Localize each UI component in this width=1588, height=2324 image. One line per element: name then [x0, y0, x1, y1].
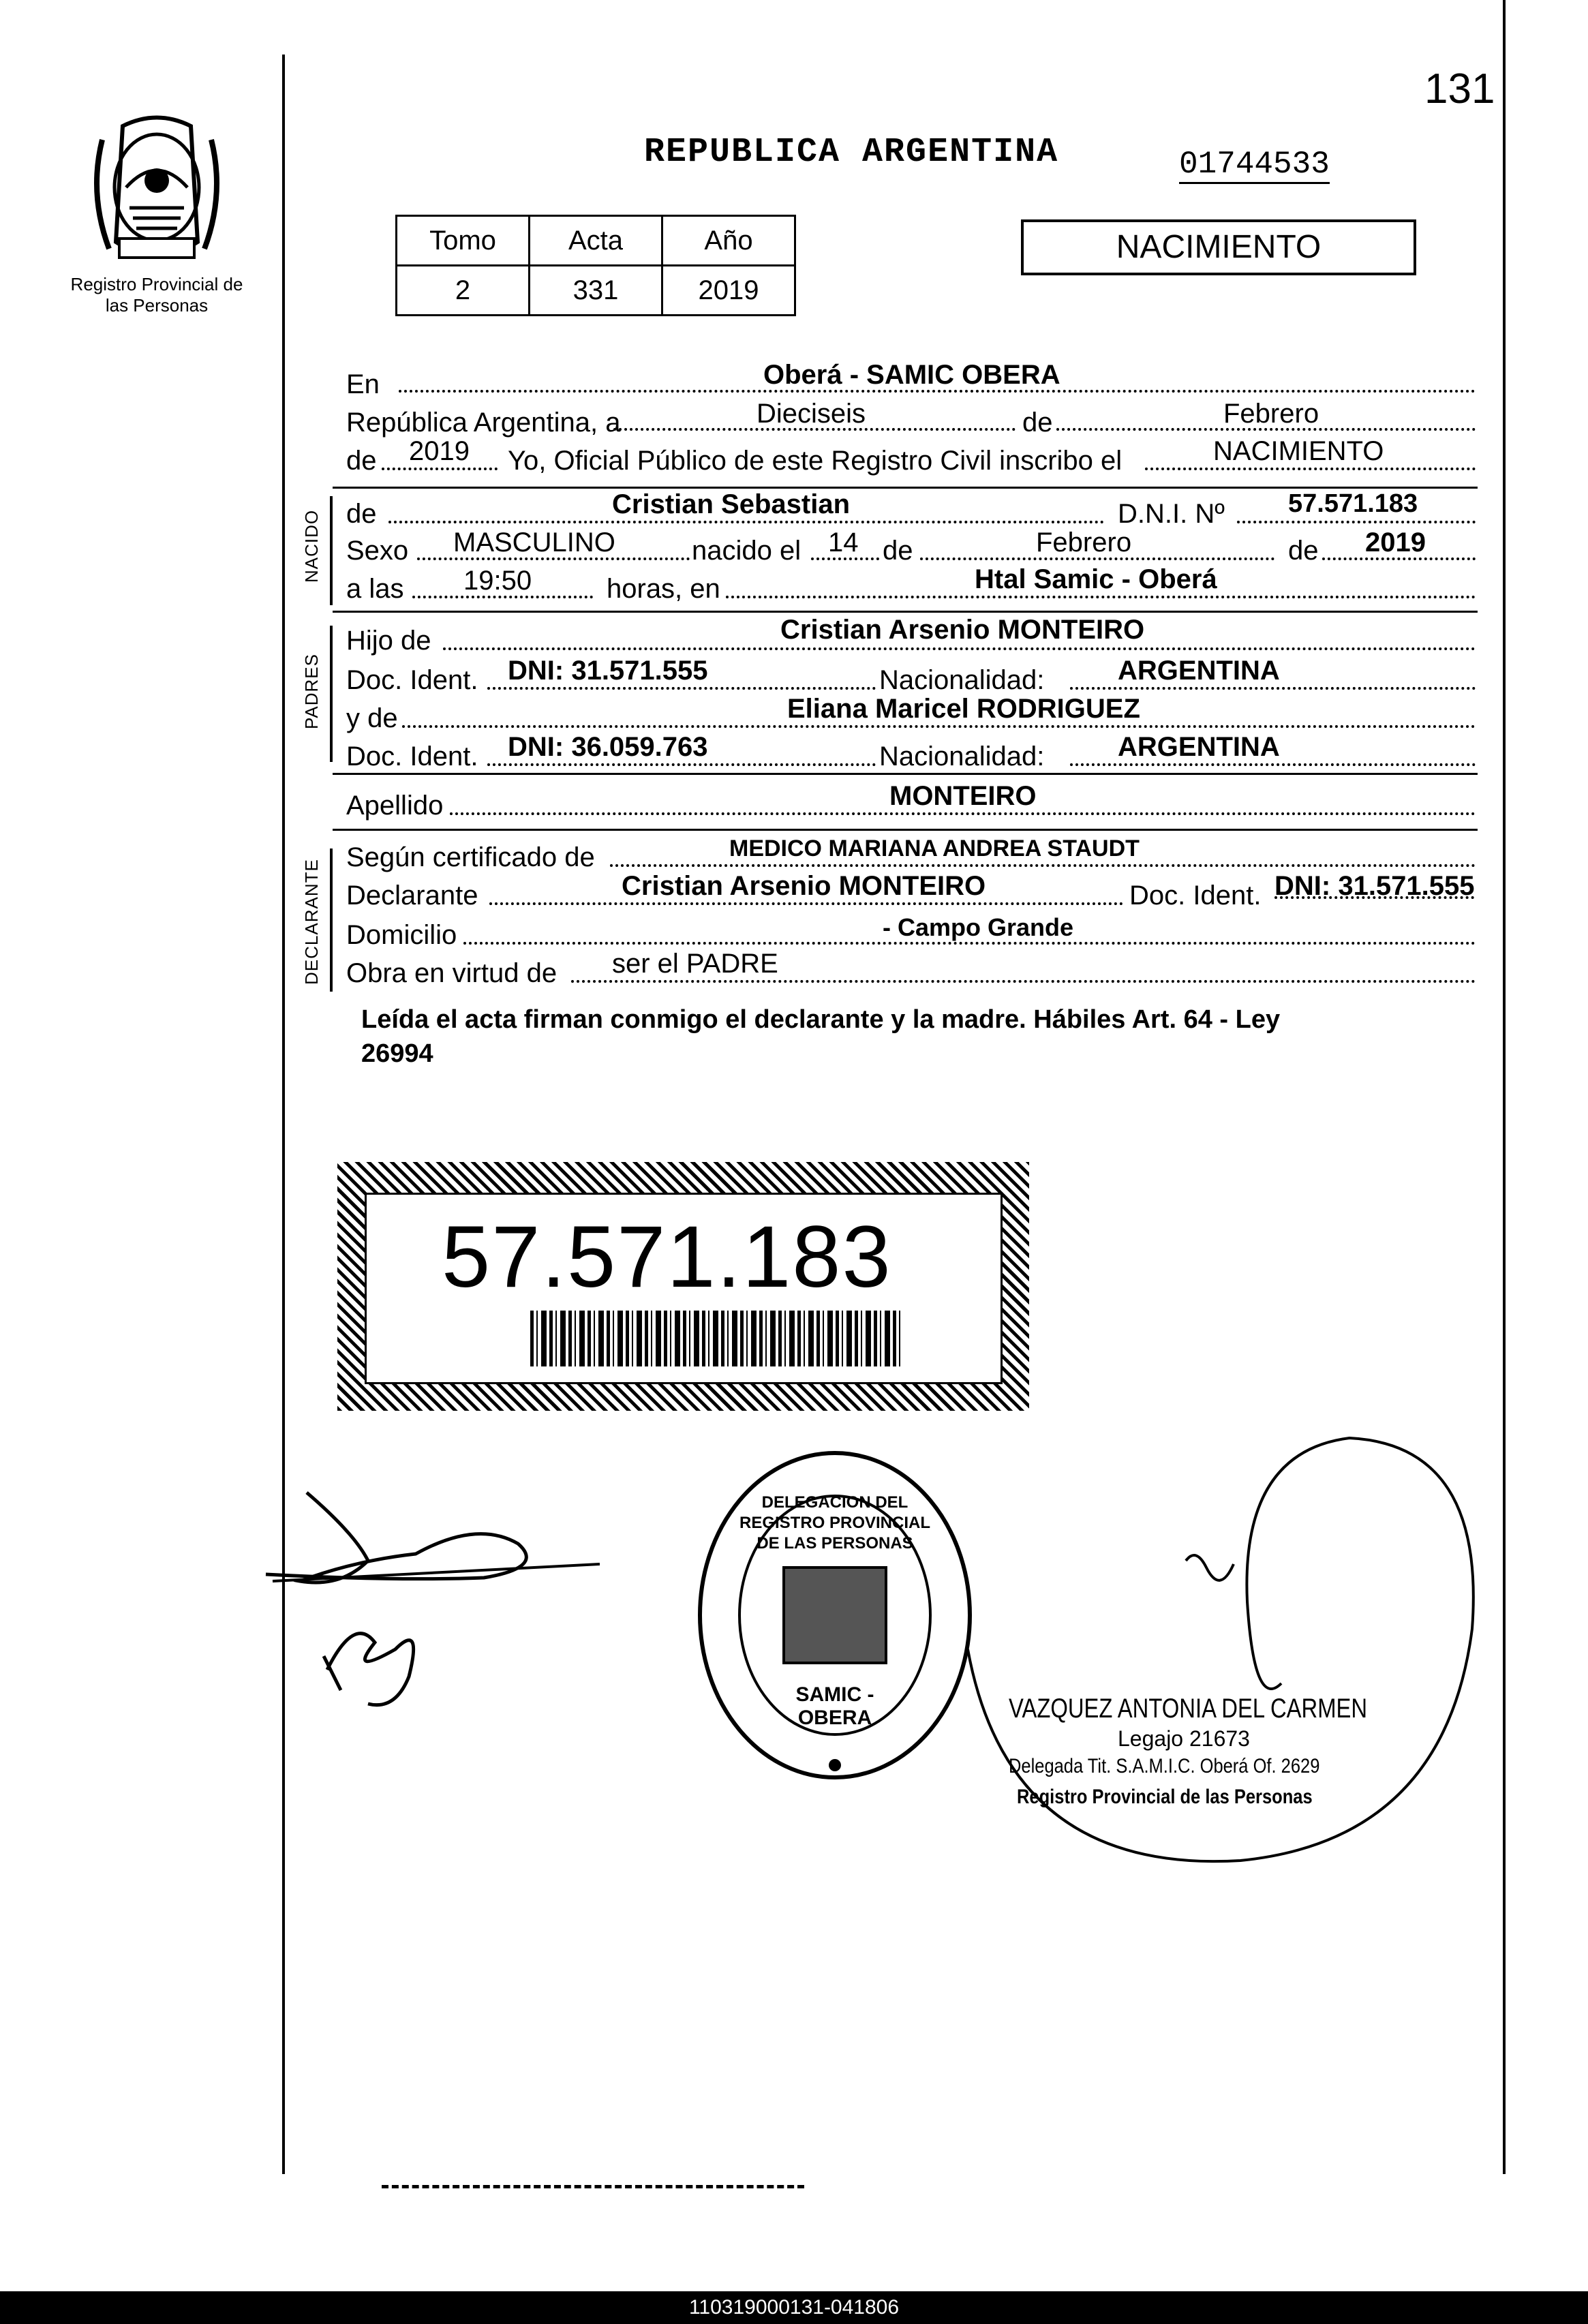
label-de4: de: [883, 536, 913, 566]
dotted-line: [388, 521, 1104, 523]
dni-number-large: 57.571.183: [442, 1208, 892, 1306]
dotted-line: [1070, 687, 1476, 690]
stamp-ring-text: DELEGACION DEL REGISTRO PROVINCIAL DE LAS PERSONAS: [739, 1493, 931, 1553]
value-mes-registro: Febrero: [1223, 399, 1319, 429]
page-number: 131: [1424, 65, 1495, 112]
value-domicilio: - Campo Grande: [883, 913, 1074, 941]
header-anio: Año: [662, 216, 795, 266]
value-dia-nac: 14: [828, 528, 859, 557]
nacido-bar: [330, 496, 333, 605]
value-nombre: Cristian Sebastian: [612, 489, 851, 519]
left-margin-line: [282, 55, 285, 2174]
officer-name: VAZQUEZ ANTONIA DEL CARMEN: [1009, 1694, 1368, 1724]
label-hijo-de: Hijo de: [346, 626, 431, 656]
separator: [333, 611, 1478, 613]
value-madre: Eliana Maricel RODRIGUEZ: [787, 694, 1140, 724]
section-nacido: NACIDO: [301, 509, 322, 583]
dni-box-inner: [365, 1193, 1003, 1384]
separator: [333, 773, 1478, 775]
officer-signature-loop: [927, 1424, 1513, 1915]
value-tipo: NACIMIENTO: [1213, 436, 1384, 466]
dotted-line: [450, 812, 1476, 815]
value-hora: 19:50: [463, 566, 532, 596]
value-lugar-nac: Htal Samic - Oberá: [975, 564, 1217, 594]
value-madre-dni: DNI: 36.059.763: [508, 732, 708, 762]
officer-delegada: Delegada Tit. S.A.M.I.C. Oberá Of. 2629: [1009, 1755, 1320, 1777]
value-acta: 331: [530, 266, 662, 316]
closing-line-1: Leída el acta firman conmigo el declarante y la madre. Hábiles Art. 64 - Ley: [361, 1005, 1281, 1034]
closing-line-2: 26994: [361, 1039, 433, 1068]
dotted-line: [487, 763, 876, 766]
label-dni: D.N.I. Nº: [1118, 499, 1225, 529]
value-anio-registro: 2019: [409, 436, 470, 466]
value-obra: ser el PADRE: [612, 949, 778, 979]
footer-code: 110319000131-041806: [688, 2296, 900, 2319]
label-domicilio: Domicilio: [346, 920, 457, 950]
label-segun: Según certificado de: [346, 842, 595, 872]
dotted-line: [487, 687, 876, 690]
value-madre-nac: ARGENTINA: [1118, 732, 1280, 762]
dotted-line: [571, 980, 1476, 983]
dotted-line: [1070, 763, 1476, 766]
dotted-line: [1145, 468, 1476, 470]
separator: [333, 487, 1478, 489]
label-horas-en: horas, en: [607, 574, 720, 604]
value-padre-dni: DNI: 31.571.555: [508, 656, 708, 686]
padres-bar: [330, 626, 333, 762]
stamp-inner-text: SAMIC - OBERA: [795, 1683, 874, 1729]
label-doc-ident-2: Doc. Ident.: [346, 741, 478, 771]
declarante-bar: [330, 848, 333, 992]
dni-security-frame: [337, 1162, 1029, 1411]
label-nacionalidad-1: Nacionalidad:: [879, 665, 1045, 695]
label-de2: de: [346, 446, 377, 476]
value-declarante: Cristian Arsenio MONTEIRO: [622, 871, 986, 901]
value-anio: 2019: [662, 266, 795, 316]
label-doc-ident-3: Doc. Ident.: [1129, 881, 1262, 911]
header-acta: Acta: [530, 216, 662, 266]
footer-bar: [0, 2291, 1588, 2324]
serial-number: 01744533: [1179, 147, 1330, 184]
dotted-line: [382, 468, 498, 470]
barcode: [530, 1311, 902, 1366]
label-apellido: Apellido: [346, 791, 444, 821]
dotted-line: [726, 596, 1476, 598]
value-anio-nac: 2019: [1365, 528, 1426, 557]
label-republica: República Argentina, a: [346, 408, 621, 438]
record-type-box: NACIMIENTO: [1021, 219, 1416, 275]
dotted-line: [489, 902, 1123, 905]
officer-legajo: Legajo 21673: [1118, 1726, 1250, 1751]
label-nacido-el: nacido el: [692, 536, 801, 566]
label-obra: Obra en virtud de: [346, 958, 558, 988]
provincial-seal-logo: [82, 112, 232, 269]
header-tomo: Tomo: [397, 216, 530, 266]
label-yo: Yo, Oficial Público de este Registro Civil inscribo el: [508, 446, 1123, 476]
label-sexo: Sexo: [346, 536, 409, 566]
value-sexo: MASCULINO: [453, 528, 615, 557]
value-certificado: MEDICO MARIANA ANDREA STAUDT: [729, 836, 1140, 861]
bottom-dashed-line: [382, 2185, 804, 2188]
value-dia-registro: Dieciseis: [757, 399, 866, 429]
value-padre: Cristian Arsenio MONTEIRO: [780, 615, 1145, 645]
dotted-line: [610, 864, 1476, 867]
label-nacionalidad-2: Nacionalidad:: [879, 741, 1045, 771]
dotted-line: [463, 942, 1476, 945]
section-padres: PADRES: [301, 654, 322, 729]
value-padre-nac: ARGENTINA: [1118, 656, 1280, 686]
value-tomo: 2: [397, 266, 530, 316]
label-doc-ident-1: Doc. Ident.: [346, 665, 478, 695]
value-mes-nac: Febrero: [1036, 528, 1132, 557]
dotted-line: [443, 647, 1476, 650]
value-lugar: Oberá - SAMIC OBERA: [763, 360, 1060, 390]
value-dni: 57.571.183: [1288, 489, 1418, 518]
record-table: [395, 215, 796, 316]
section-declarante: DECLARANTE: [301, 859, 322, 985]
value-declarante-dni: DNI: 31.571.555: [1274, 871, 1475, 901]
label-de5: de: [1288, 536, 1319, 566]
separator: [333, 829, 1478, 831]
label-de1: de: [1022, 408, 1053, 438]
label-declarante: Declarante: [346, 881, 478, 911]
officer-registro: Registro Provincial de las Personas: [1017, 1786, 1313, 1808]
value-apellido: MONTEIRO: [889, 781, 1037, 811]
dotted-line: [402, 725, 1476, 728]
label-y-de: y de: [346, 703, 398, 733]
declarant-signature: [259, 1479, 613, 1724]
dotted-line: [1237, 521, 1476, 523]
registry-name: Registro Provincial de las Personas: [70, 274, 243, 316]
label-en: En: [346, 369, 380, 399]
label-de3: de: [346, 499, 377, 529]
label-a-las: a las: [346, 574, 404, 604]
country-title: REPUBLICA ARGENTINA: [644, 133, 1059, 172]
